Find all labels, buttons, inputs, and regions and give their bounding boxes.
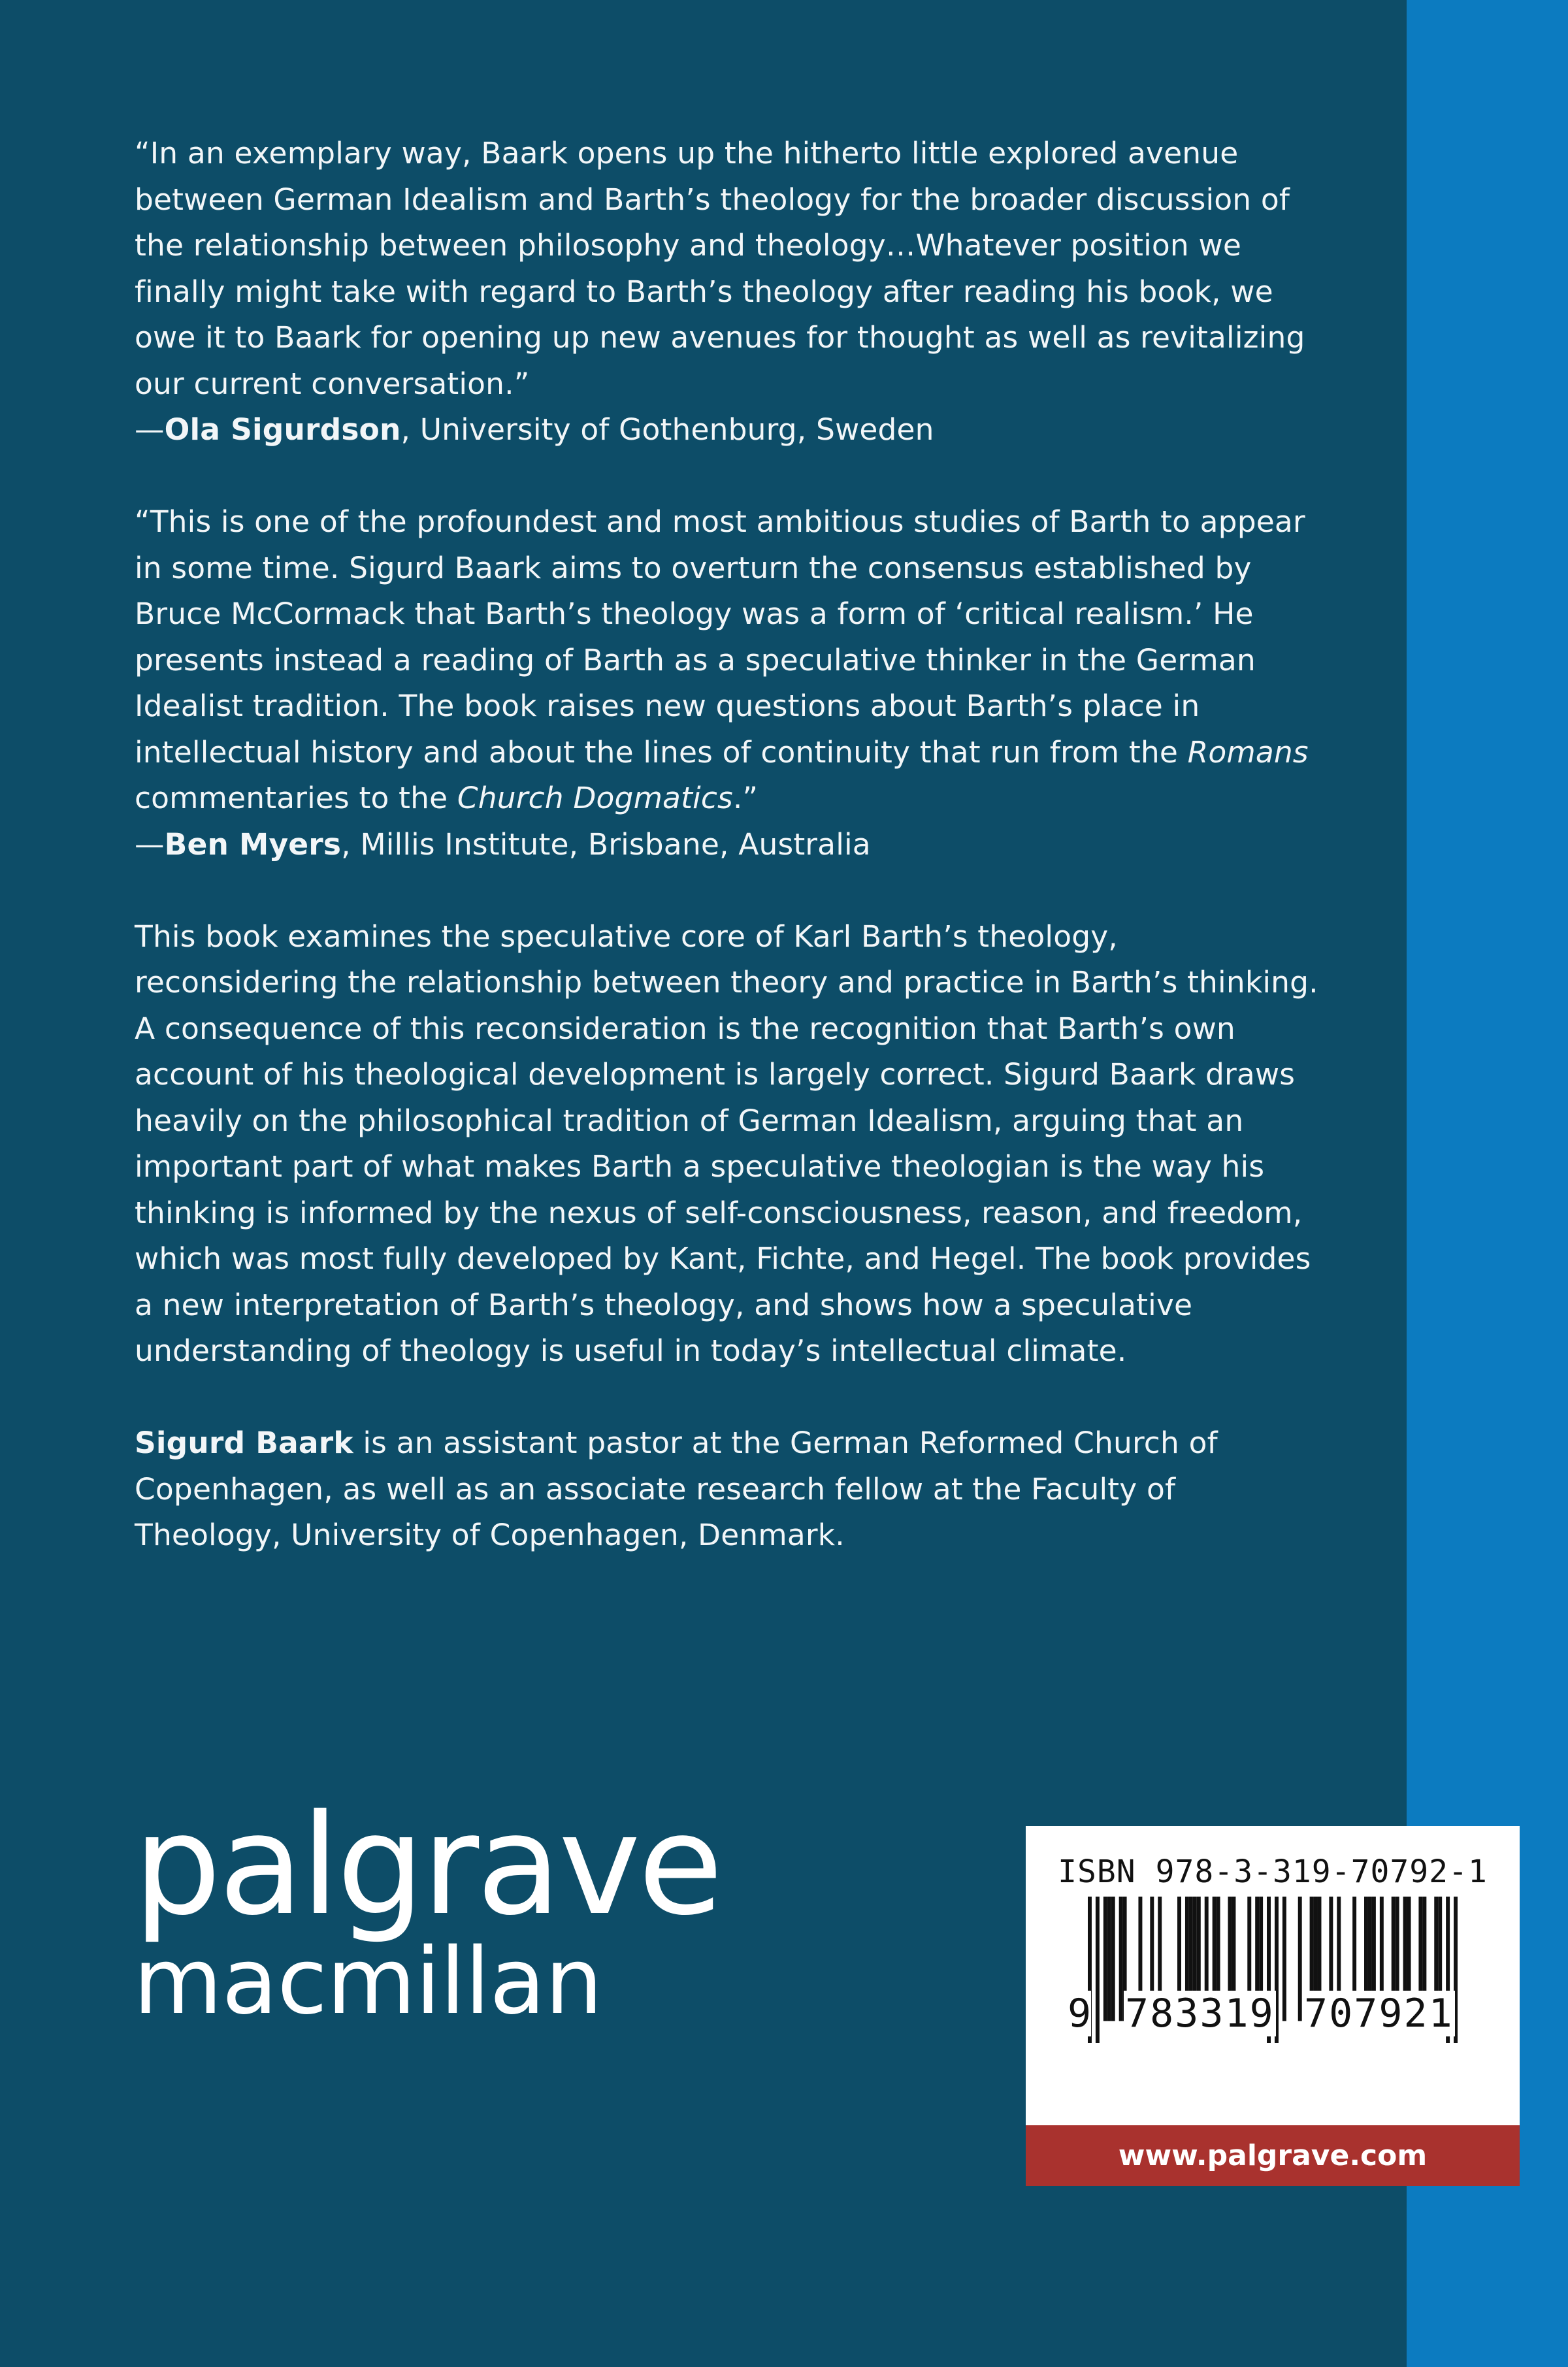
quote-2-italic-dogmatics: Church Dogmatics (457, 781, 733, 815)
quote-2-author: Ben Myers (164, 826, 342, 862)
author-bio (135, 1420, 1330, 1559)
quote-1-author: Ola Sigurdson (164, 412, 401, 447)
quote-2-text-part1: “This is one of the profoundest and most ambitious studies of Barth to appear in some time. Sigurd Baark aims to overturn the consensus established by Bruce McCormack that Barth’s theology was a form of ‘critical realism.’ He presents instead a reading of Barth as a speculative thinker in the German Idealist tradition. The book raises new questions about Barth’s place in intellectual history and about the lines of continuity that run from the (135, 504, 1305, 770)
quote-2-text-part2: commentaries to the (135, 781, 457, 815)
barcode-digits-left: 783319 (1125, 1991, 1275, 2036)
publisher-url: www.palgrave.com (1026, 2125, 1520, 2186)
barcode-panel (1026, 1826, 1520, 2104)
endorsement-quote-1 (135, 131, 1330, 453)
book-description: This book examines the speculative core of Karl Barth’s theology, reconsidering the relationship between theory and practice in Barth’s thinking. A consequence of this reconsideration is the recognition that Barth’s own account of his theological development is largely correct. Sigurd Baark draws heavily on the philosophical tradition of German Idealism, arguing that an important part of what makes Barth a speculative theologian is the way his thinking is informed by the nexus of self-consciousness, reason, and freedom, which was most fully developed by Kant, Fichte, and Hegel. The book provides a new interpretation of Barth’s theology, and shows how a speculative understanding of theology is useful in today’s intellectual climate. (135, 919, 1318, 1368)
quote-2-text-part3: .” (732, 781, 759, 815)
author-bio-name: Sigurd Baark (135, 1426, 353, 1460)
logo-palgrave: palgrave (133, 1784, 721, 1946)
cover-text-block (135, 131, 1330, 1605)
author-bio-text: is an assistant pastor at the German Reformed Church of Copenhagen, as well as an associate research fellow at the Faculty of Theology, University of Copenhagen, Denmark. (135, 1426, 1218, 1552)
quote-2-dash: — (135, 826, 165, 862)
logo-macmillan: macmillan (133, 1929, 602, 2035)
quote-1-attribution (135, 407, 1330, 453)
endorsement-quote-2 (135, 499, 1330, 868)
barcode-digit-first: 9 (1068, 1991, 1092, 2036)
publisher-logo (133, 1784, 721, 2035)
quote-1-dash: — (135, 412, 165, 447)
quote-1-text: “In an exemplary way, Baark opens up the hitherto little explored avenue between German Idealism and Barth’s theology for the broader discussion of the relationship between philosophy and theology…Whatever position we finally might take with regard to Barth’s theology after reading his book, we owe it to Baark for opening up new avenues for thought as well as revitalizing our current conversation.” (135, 136, 1305, 401)
quote-2-attribution (135, 822, 1330, 868)
quote-2-italic-romans: Romans (1187, 734, 1309, 770)
barcode-digits (1026, 1991, 1520, 2040)
quote-1-affiliation: , University of Gothenburg, Sweden (400, 412, 934, 447)
quote-2-affiliation: , Millis Institute, Brisbane, Australia (341, 826, 871, 862)
barcode-panel-bottom (1026, 2104, 1520, 2125)
barcode-digits-right: 707921 (1304, 1991, 1454, 2036)
isbn-label: ISBN 978-3-319-70792-1 (1058, 1853, 1488, 1890)
